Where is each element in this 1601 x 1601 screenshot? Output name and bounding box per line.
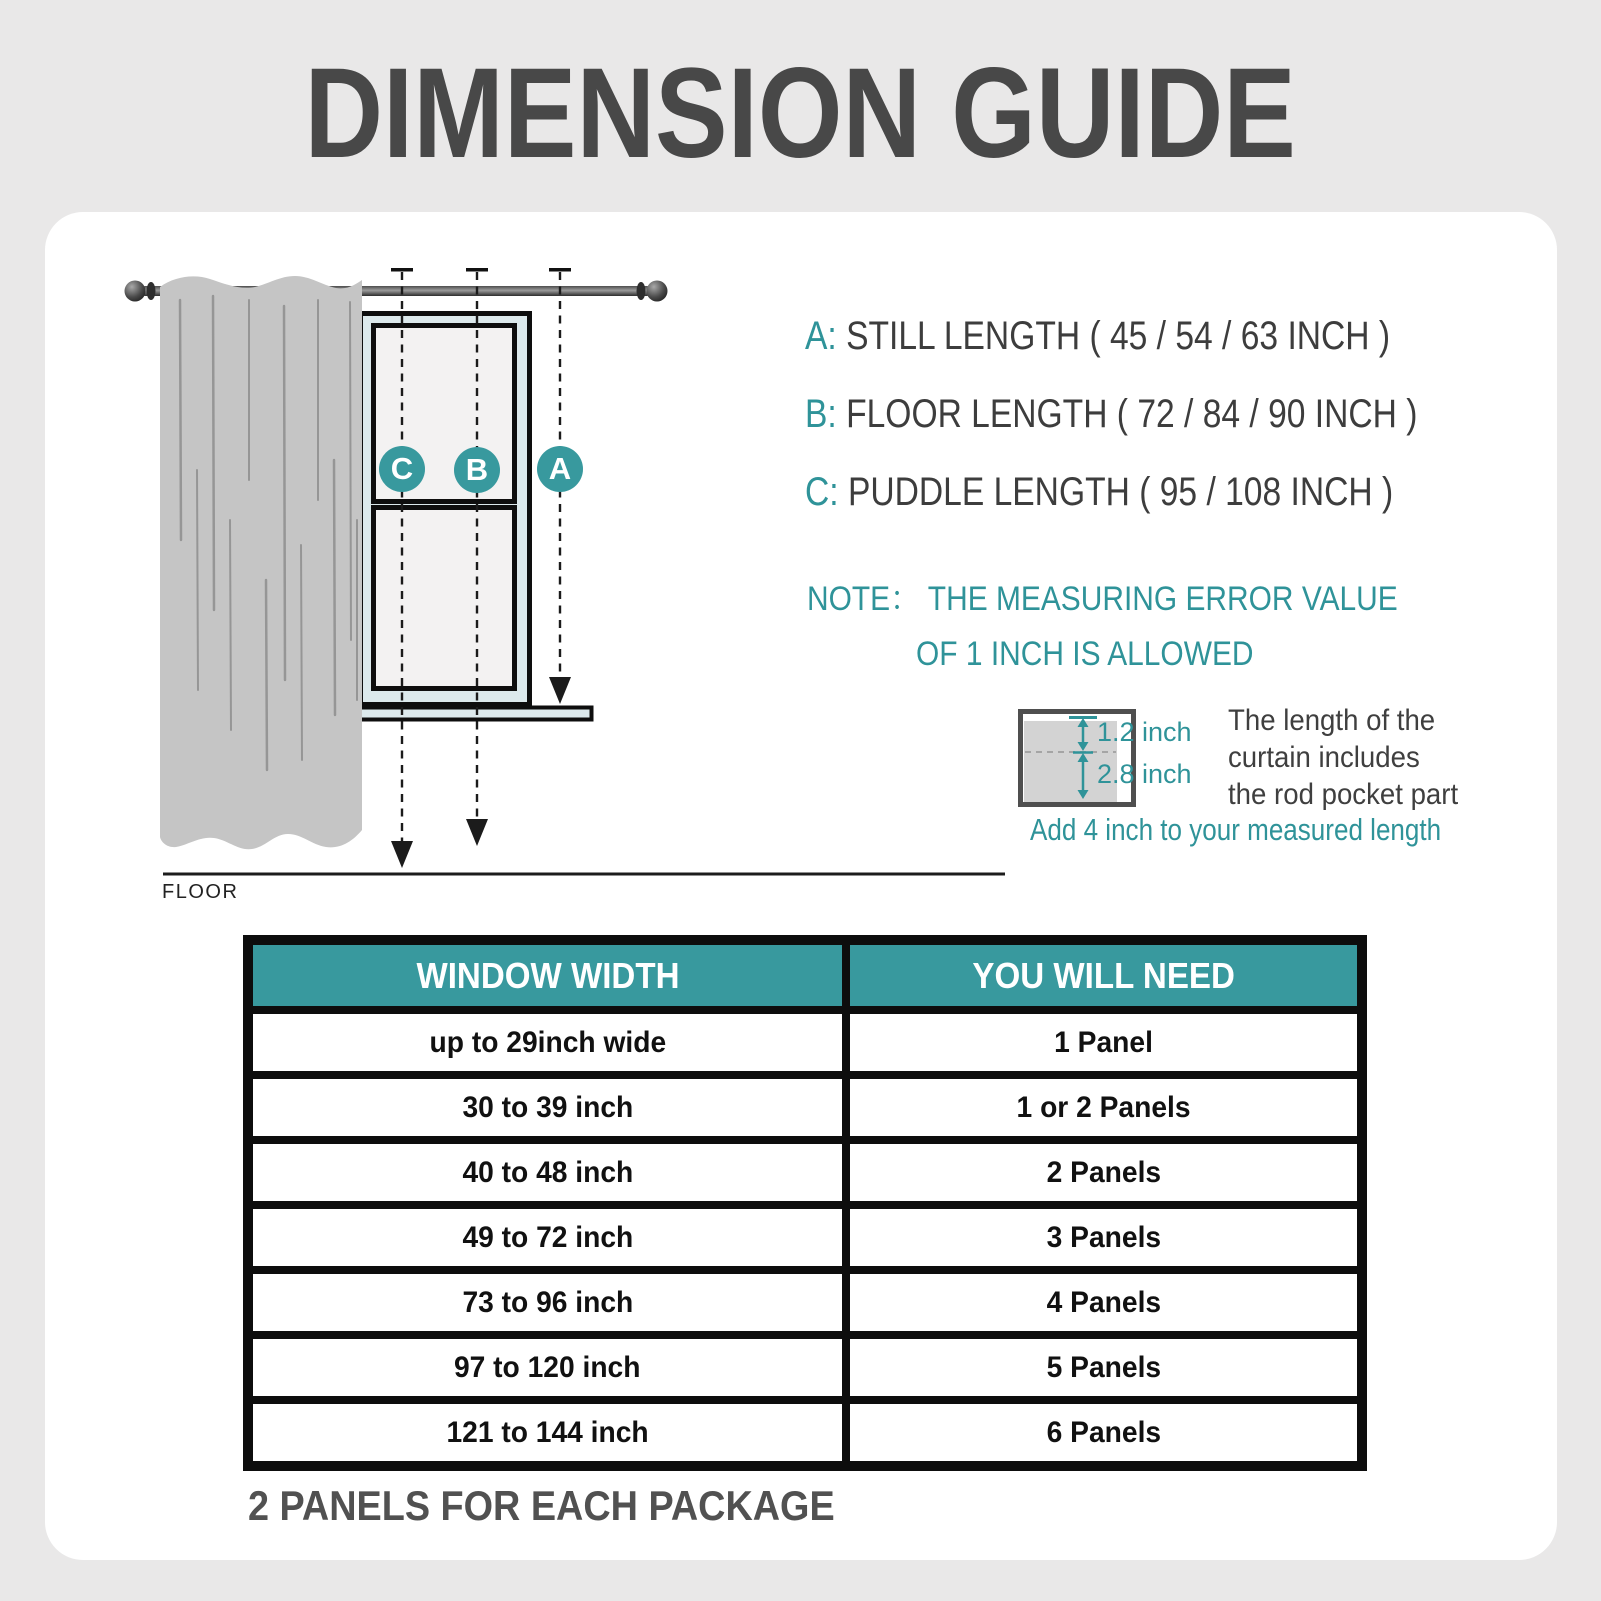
length-c-prefix: C:: [805, 470, 839, 514]
marker-a: [537, 446, 583, 492]
pocket-add-note: [1030, 812, 1519, 848]
pocket-measure-top: [1097, 717, 1192, 748]
rod-collar-right: [637, 282, 646, 300]
cell-width-4: 73 to 96 inch: [462, 1285, 633, 1319]
cell-need-1: 1 or 2 Panels: [1016, 1090, 1191, 1124]
length-spec-a: [805, 312, 1502, 360]
table-row: [253, 1339, 842, 1396]
length-b-prefix: B:: [805, 392, 837, 436]
cell-width-1: 30 to 39 inch: [462, 1090, 633, 1124]
measure-ticks: [391, 268, 571, 272]
table-row: [253, 1144, 842, 1201]
pocket-desc-line-3: the rod pocket part: [1228, 778, 1459, 811]
cell-width-2: 40 to 48 inch: [462, 1155, 633, 1189]
length-b-text: FLOOR LENGTH ( 72 / 84 / 90 INCH ): [846, 392, 1418, 436]
window-lower-sash: [374, 508, 515, 689]
arrowhead-a: [549, 677, 571, 704]
header-window-width-text: WINDOW WIDTH: [415, 954, 680, 996]
cell-need-0: 1 Panel: [1054, 1025, 1153, 1059]
table-header-window-width: [253, 945, 842, 1006]
cell-width-0: up to 29inch wide: [429, 1025, 666, 1059]
note-line-1: [807, 571, 1478, 620]
floor-label: FLOOR: [162, 881, 239, 903]
arrowhead-b: [466, 819, 488, 846]
cell-width-6: 121 to 144 inch: [446, 1415, 649, 1449]
length-spec-c: [805, 468, 1505, 516]
panel-size-table: [243, 935, 1367, 1471]
cell-need-5: 5 Panels: [1046, 1350, 1161, 1384]
length-spec-b: [805, 390, 1534, 438]
table-row: [850, 1209, 1357, 1266]
table-row: [850, 1144, 1357, 1201]
note-line-2: [916, 635, 1300, 674]
marker-b: [454, 447, 500, 493]
page-title: [0, 44, 1601, 185]
table-header-you-will-need: [850, 945, 1357, 1006]
cell-need-3: 3 Panels: [1046, 1220, 1161, 1254]
length-a-prefix: A:: [805, 314, 837, 358]
table-row: [253, 1014, 842, 1071]
marker-c: [379, 446, 425, 492]
window-sill: [360, 708, 592, 720]
package-note-text: 2 PANELS FOR EACH PACKAGE: [248, 1482, 835, 1529]
cell-need-4: 4 Panels: [1046, 1285, 1161, 1319]
header-you-will-need-text: YOU WILL NEED: [972, 954, 1235, 996]
pocket-measure-bottom-text: 2.8 inch: [1097, 759, 1192, 789]
table-row: [253, 1404, 842, 1461]
pocket-add-note-text: Add 4 inch to your measured length: [1030, 812, 1442, 847]
arrowhead-c: [391, 841, 413, 868]
length-c-text: PUDDLE LENGTH ( 95 / 108 INCH ): [847, 470, 1394, 514]
pocket-description: [1228, 702, 1478, 813]
pocket-measure-top-text: 1.2 inch: [1097, 717, 1192, 747]
length-a-text: STILL LENGTH ( 45 / 54 / 63 INCH ): [846, 314, 1391, 358]
table-row: [850, 1274, 1357, 1331]
marker-b-label: B: [465, 452, 489, 487]
pocket-desc-line-1: The length of the: [1228, 704, 1436, 737]
note-line-1-text: NOTE： THE MEASURING ERROR VALUE: [807, 580, 1398, 618]
table-row: [253, 1079, 842, 1136]
curtain-panel: [160, 276, 362, 849]
table-row: [850, 1079, 1357, 1136]
marker-a-label: A: [548, 451, 572, 486]
table-row: [253, 1209, 842, 1266]
cell-need-6: 6 Panels: [1046, 1415, 1161, 1449]
rod-finial-left: [125, 281, 146, 302]
pocket-measure-bottom: [1097, 759, 1192, 790]
rod-collar-left: [147, 282, 156, 300]
marker-c-label: C: [390, 451, 414, 486]
cell-width-3: 49 to 72 inch: [462, 1220, 633, 1254]
rod-finial-right: [647, 281, 668, 302]
table-row: [850, 1404, 1357, 1461]
cell-width-5: 97 to 120 inch: [454, 1350, 641, 1384]
package-note: [248, 1482, 900, 1530]
table-row: [850, 1014, 1357, 1071]
table-row: [253, 1274, 842, 1331]
cell-need-2: 2 Panels: [1046, 1155, 1161, 1189]
page-title-text: DIMENSION GUIDE: [304, 42, 1297, 185]
pocket-desc-line-2: curtain includes: [1228, 741, 1420, 774]
note-line-2-text: OF 1 INCH IS ALLOWED: [916, 635, 1254, 673]
rod-pocket-diagram: [1000, 690, 1200, 815]
table-row: [850, 1339, 1357, 1396]
